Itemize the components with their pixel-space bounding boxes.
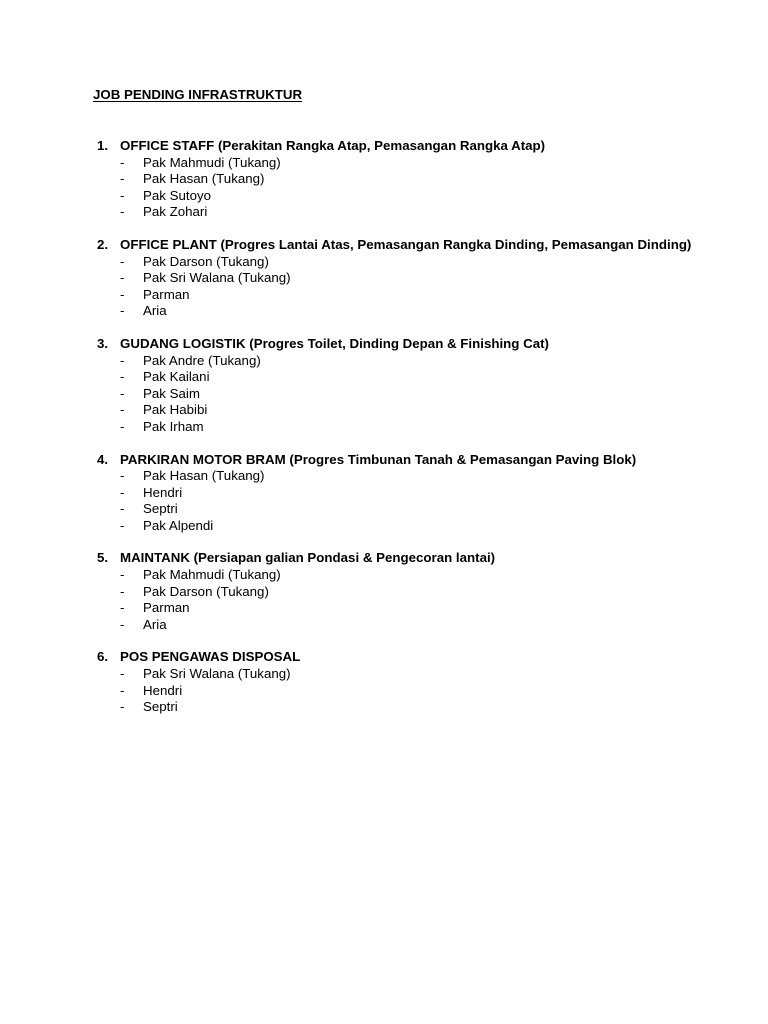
dash-marker: - [120,567,125,583]
worker-item [93,468,693,485]
worker-item [93,501,693,518]
dash-marker: - [120,682,125,698]
job-heading [93,138,693,155]
worker-name: Pak Darson (Tukang) [143,253,269,269]
job-heading-text: OFFICE STAFF (Perakitan Rangka Atap, Pemasangan Rangka Atap) [120,138,546,153]
worker-item [93,683,693,700]
dash-marker: - [120,204,125,220]
job-item [93,138,693,221]
dash-marker: - [120,385,125,401]
worker-name: Pak Habibi [143,402,208,418]
dash-marker: - [120,468,125,484]
dash-marker: - [120,187,125,203]
job-heading [93,649,693,666]
worker-item [93,171,693,188]
worker-name: Pak Mahmudi (Tukang) [143,154,281,170]
worker-name: Pak Darson (Tukang) [143,583,269,599]
worker-name: Pak Sri Walana (Tukang) [143,270,291,286]
worker-item [93,303,693,320]
job-item [93,550,693,633]
job-item [93,237,693,320]
worker-list [93,468,693,534]
worker-item [93,699,693,716]
worker-item [93,188,693,205]
job-heading-text: GUDANG LOGISTIK (Progres Toilet, Dinding Depan & Finishing Cat) [120,335,549,351]
job-heading-text: POS PENGAWAS DISPOSAL [120,649,301,665]
worker-item [93,386,693,403]
worker-item [93,485,693,502]
dash-marker: - [120,666,125,682]
worker-name: Hendri [143,682,183,698]
job-heading [93,550,693,567]
worker-name: Septri [143,699,178,715]
worker-name: Pak Alpendi [143,517,214,533]
worker-item [93,419,693,436]
dash-marker: - [120,600,125,616]
worker-item [93,254,693,271]
dash-marker: - [120,699,125,715]
worker-item [93,600,693,617]
worker-name: Hendri [143,484,183,500]
worker-item [93,584,693,601]
worker-list [93,353,693,436]
job-heading-text: OFFICE PLANT (Progres Lantai Atas, Pemasangan Rangka Dinding, Pemasangan Dinding) [120,236,692,252]
worker-name: Pak Zohari [143,204,208,220]
dash-marker: - [120,352,125,368]
worker-name: Pak Andre (Tukang) [143,352,261,368]
worker-list [93,666,693,716]
dash-marker: - [120,286,125,302]
worker-item [93,666,693,683]
dash-marker: - [120,616,125,632]
job-heading [93,237,693,254]
job-heading [93,452,693,469]
worker-name: Pak Saim [143,385,200,401]
worker-name: Aria [143,303,167,319]
worker-name: Aria [143,616,167,632]
job-number: 3. [97,335,109,351]
job-number: 1. [97,138,109,153]
dash-marker: - [120,418,125,434]
worker-item [93,270,693,287]
worker-item [93,402,693,419]
worker-name: Pak Mahmudi (Tukang) [143,567,281,583]
dash-marker: - [120,154,125,170]
worker-list [93,567,693,633]
job-number: 5. [97,550,109,566]
worker-item [93,617,693,634]
job-heading-text: PARKIRAN MOTOR BRAM (Progres Timbunan Tanah & Pemasangan Paving Blok) [120,451,637,467]
job-number: 6. [97,649,109,665]
dash-marker: - [120,484,125,500]
worker-list [93,254,693,320]
worker-name: Pak Sri Walana (Tukang) [143,666,291,682]
worker-item [93,518,693,535]
worker-item [93,155,693,172]
dash-marker: - [120,501,125,517]
worker-item [93,204,693,221]
worker-item [93,369,693,386]
worker-item [93,567,693,584]
dash-marker: - [120,303,125,319]
dash-marker: - [120,270,125,286]
job-heading-text: MAINTANK (Persiapan galian Pondasi & Pengecoran lantai) [120,550,496,566]
worker-name: Pak Kailani [143,369,210,385]
worker-item [93,353,693,370]
worker-list [93,155,693,221]
worker-name: Pak Hasan (Tukang) [143,468,265,484]
document-title: JOB PENDING INFRASTRUKTUR [93,87,303,102]
dash-marker: - [120,517,125,533]
worker-item [93,287,693,304]
worker-name: Pak Irham [143,418,204,434]
job-number: 4. [97,451,109,467]
dash-marker: - [120,253,125,269]
worker-name: Pak Sutoyo [143,187,212,203]
job-heading [93,336,693,353]
dash-marker: - [120,402,125,418]
job-item [93,649,693,715]
job-list [93,138,693,732]
dash-marker: - [120,369,125,385]
worker-name: Parman [143,600,190,616]
dash-marker: - [120,171,125,187]
worker-name: Septri [143,501,178,517]
job-number: 2. [97,236,109,252]
dash-marker: - [120,583,125,599]
worker-name: Pak Hasan (Tukang) [143,171,265,187]
worker-name: Parman [143,286,190,302]
job-item [93,452,693,535]
job-item [93,336,693,436]
